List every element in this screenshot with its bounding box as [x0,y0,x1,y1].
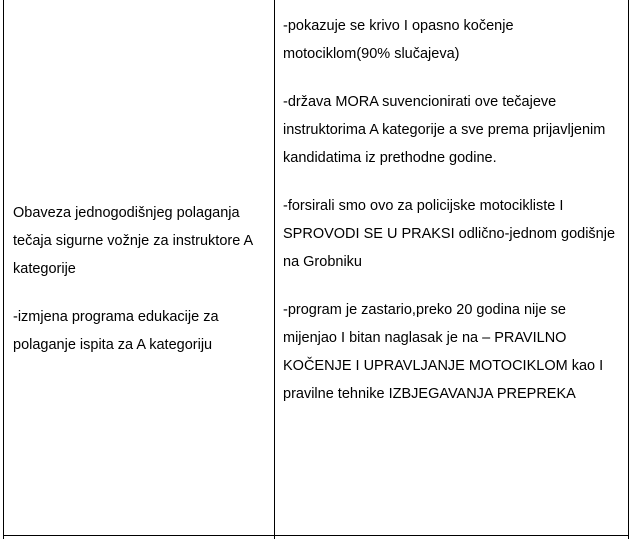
right-paragraph-outdated-program: -program je zastario,preko 20 godina nije se mijenjao I bitan naglasak je na – PRAVILNO KOČENJE I UPRAVLJANJE MOTOCIKLOM kao I pravilne tehnike IZBJEGAVANJA PREPREKA [283,302,604,402]
right-paragraph-braking: -pokazuje se krivo I opasno kočenje motociklom(90% slučajeva) [283,18,514,62]
table-cell-left [4,0,274,536]
table-cell-right [275,12,628,408]
right-paragraph-police: -forsirali smo ovo za policijske motocikliste I SPROVODI SE U PRAKSI odlično-jednom godišnje na Grobniku [283,198,616,270]
left-paragraph-program-change: -izmjena programa edukacije za polaganje ispita za A kategoriju [13,309,219,353]
right-paragraph-state-funding: -država MORA suvencionirati ove tečajeve instruktorima A kategorije a sve prema prijavljenim kandidatima iz prethodne godine. [283,94,606,166]
document-table [3,0,629,539]
left-paragraph-obligation: Obaveza jednogodišnjeg polaganja tečaja sigurne vožnje za instruktore A kategorije [13,205,253,277]
